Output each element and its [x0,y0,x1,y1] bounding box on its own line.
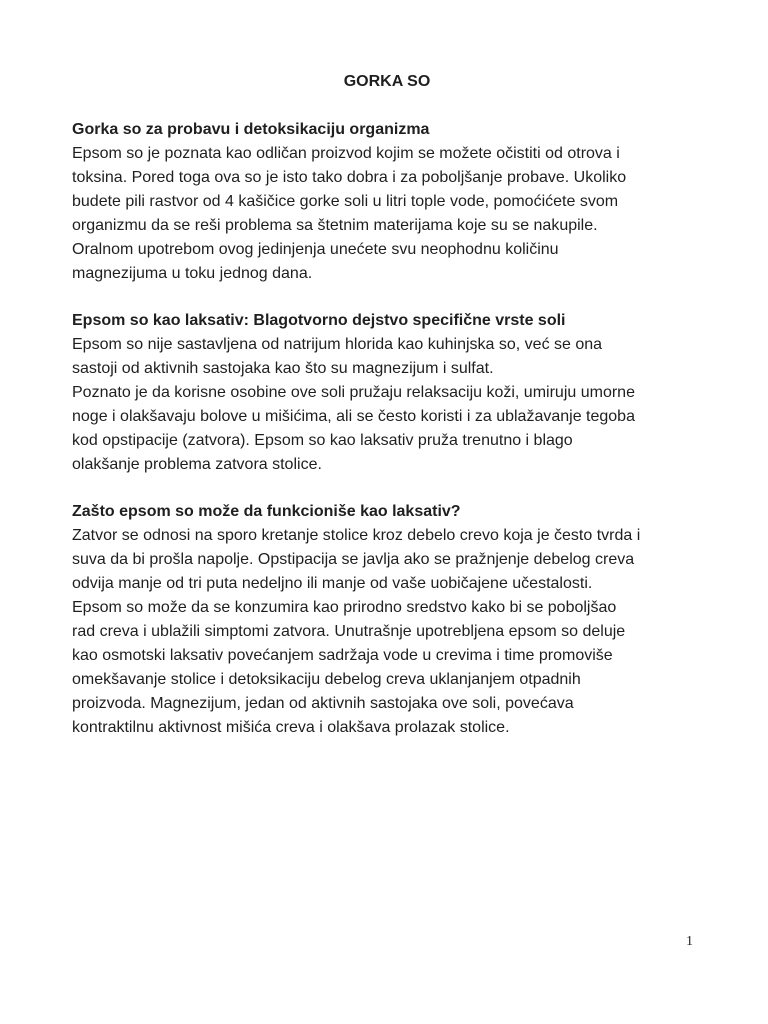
paragraph-line: Zatvor se odnosi na sporo kretanje stolice kroz debelo crevo koja je često tvrda i [72,527,641,544]
paragraph-line: kod opstipacije (zatvora). Epsom so kao laksativ pruža trenutno i blago [72,432,573,449]
paragraph-line: toksina. Pored toga ova so je isto tako dobra i za poboljšanje probave. Ukoliko [72,169,627,186]
section-heading: Gorka so za probavu i detoksikaciju organizma [72,121,430,138]
paragraph-line: rad creva i ublažili simptomi zatvora. Unutrašnje upotrebljena epsom so deluje [72,623,626,640]
section-why-laxative [72,500,702,740]
paragraph-line: budete pili rastvor od 4 kašičice gorke soli u litri tople vode, pomoćićete svom [72,193,619,210]
paragraph-line: magnezijuma u toku jednog dana. [72,265,313,282]
section-heading: Epsom so kao laksativ: Blagotvorno dejstvo specifične vrste soli [72,312,566,329]
paragraph-line: odvija manje od tri puta nedeljno ili manje od vaše uobičajene učestalosti. [72,575,593,592]
section-laxative [72,309,702,477]
paragraph-line: Oralnom upotrebom ovog jedinjenja unećete svu neophodnu količinu [72,241,559,258]
paragraph-line: Poznato je da korisne osobine ove soli pružaju relaksaciju koži, umiruju umorne [72,384,635,401]
paragraph-line: noge i olakšavaju bolove u mišićima, ali se često koristi i za ublažavanje tegoba [72,408,635,425]
paragraph-line: organizmu da se reši problema sa štetnim materijama koje su se nakupile. [72,217,598,234]
paragraph-line: proizvoda. Magnezijum, jedan od aktivnih sastojaka ove soli, povećava [72,695,574,712]
page-number: 1 [686,934,693,949]
paragraph-line: omekšavanje stolice i detoksikaciju debelog creva uklanjanjem otpadnih [72,671,581,688]
paragraph-line: olakšanje problema zatvora stolice. [72,456,322,473]
document-title: GORKA SO [343,73,431,90]
section-digestion [72,118,702,286]
paragraph-line: Epsom so može da se konzumira kao prirodno sredstvo kako bi se poboljšao [72,599,617,616]
document-page [72,70,702,763]
paragraph-line: Epsom so nije sastavljena od natrijum hlorida kao kuhinjska so, već se ona [72,336,603,353]
paragraph-line: Epsom so je poznata kao odličan proizvod kojim se možete očistiti od otrova i [72,145,620,162]
paragraph-line: sastoji od aktivnih sastojaka kao što su magnezijum i sulfat. [72,360,494,377]
section-heading: Zašto epsom so može da funkcioniše kao laksativ? [72,503,461,520]
paragraph-line: kontraktilnu aktivnost mišića creva i olakšava prolazak stolice. [72,719,510,736]
paragraph-line: suva da bi prošla napolje. Opstipacija se javlja ako se pražnjenje debelog creva [72,551,635,568]
paragraph-line: kao osmotski laksativ povećanjem sadržaja vode u crevima i time promoviše [72,647,613,664]
